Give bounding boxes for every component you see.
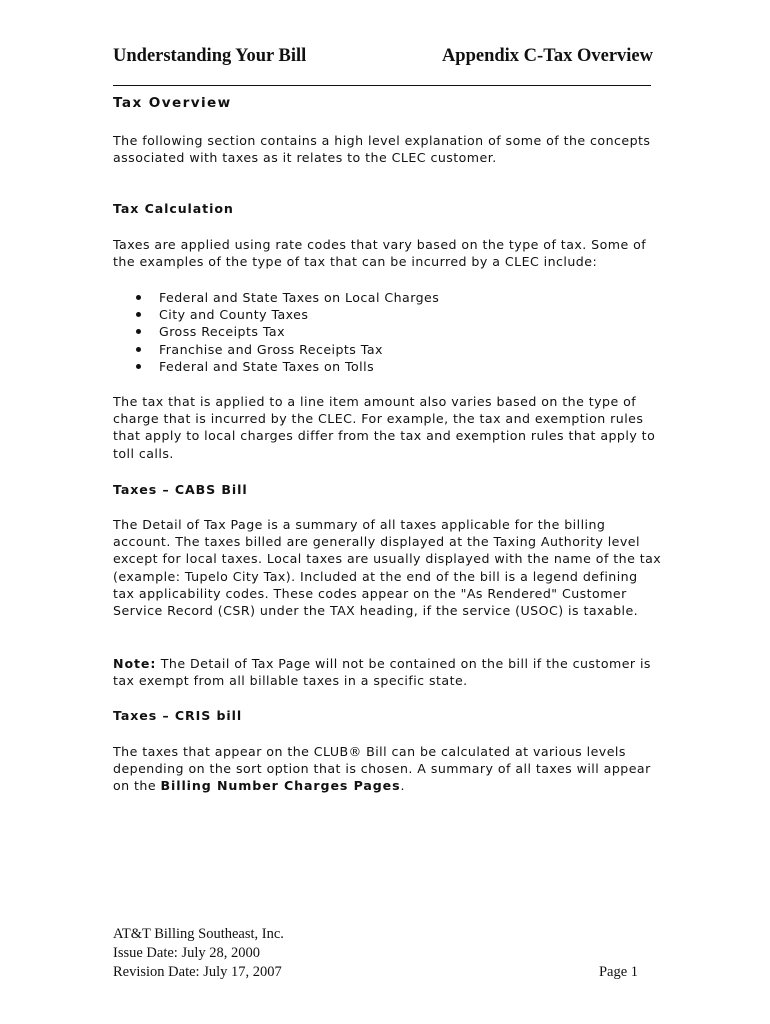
- calculation-paragraph-2: The tax that is applied to a line item amount also varies based on the type of charge that is incurred by the CLEC. For example, the tax and exemption rules that apply to local charges differ from the tax and exemption rules that apply to toll calls.: [113, 394, 656, 461]
- footer-issue-date: Issue Date: July 28, 2000: [113, 945, 260, 961]
- footer-revision-date: Revision Date: July 17, 2007: [113, 964, 282, 980]
- overview-paragraph: The following section contains a high level explanation of some of the concepts associated with taxes as it relates to the CLEC customer.: [113, 133, 651, 166]
- tax-calculation-heading: Tax Calculation: [113, 201, 234, 216]
- note-paragraph: [113, 655, 663, 689]
- page-footer: [113, 925, 638, 982]
- list-item-label: Gross Receipts Tax: [159, 324, 285, 340]
- cris-bold-text: Billing Number Charges Pages: [160, 778, 401, 794]
- list-item-label: Federal and State Taxes on Local Charges: [159, 290, 440, 305]
- bullet-icon: [136, 329, 141, 334]
- cris-paragraph: [113, 743, 663, 795]
- tax-overview-heading: Tax Overview: [113, 95, 232, 111]
- bullet-icon: [136, 295, 141, 300]
- cris-end: .: [400, 778, 405, 794]
- note-text: The Detail of Tax Page will not be contained on the bill if the customer is tax exempt from all billable taxes in a specific state.: [113, 656, 651, 689]
- page-header: [113, 46, 653, 67]
- bullet-icon: [136, 347, 141, 352]
- list-item: [113, 358, 653, 375]
- footer-company: AT&T Billing Southeast, Inc.: [113, 926, 284, 942]
- bullet-icon: [136, 312, 141, 317]
- note-label: Note:: [113, 656, 157, 671]
- header-left-title: Understanding Your Bill: [113, 46, 307, 66]
- list-item-label: City and County Taxes: [159, 307, 309, 323]
- list-item: [113, 323, 653, 340]
- list-item-label: Franchise and Gross Receipts Tax: [159, 341, 383, 357]
- tax-type-list: [113, 289, 653, 375]
- list-item: [113, 289, 653, 306]
- list-item-label: Federal and State Taxes on Tolls: [159, 358, 375, 374]
- header-rule: [113, 85, 651, 86]
- header-right-title: Appendix C-Tax Overview: [441, 46, 653, 66]
- cabs-bill-heading: Taxes – CABS Bill: [113, 482, 248, 497]
- page-number: Page 1: [598, 964, 638, 980]
- cris-bill-heading: Taxes – CRIS bill: [113, 708, 243, 723]
- cabs-paragraph: The Detail of Tax Page is a summary of all taxes applicable for the billing account. The taxes billed are generally displayed at the Taxing Authority level except for local taxes. Local taxes are usually displayed with the name of the tax (example: Tupelo City Tax). Included at the end of the bill is a legend defining tax applicability codes. These codes appear on the "As Rendered" Customer Service Record (CSR) under the TAX heading, if the service (USOC) is taxable.: [113, 517, 662, 619]
- list-item: [113, 341, 653, 358]
- cris-text: The taxes that appear on the CLUB® Bill can be calculated at various levels depending on the sort option that is chosen. A summary of all taxes will appear on the: [113, 744, 651, 794]
- bullet-icon: [136, 364, 141, 369]
- calculation-paragraph: Taxes are applied using rate codes that vary based on the type of tax. Some of the examples of the type of tax that can be incurred by a CLEC include:: [113, 237, 647, 270]
- list-item: [113, 306, 653, 323]
